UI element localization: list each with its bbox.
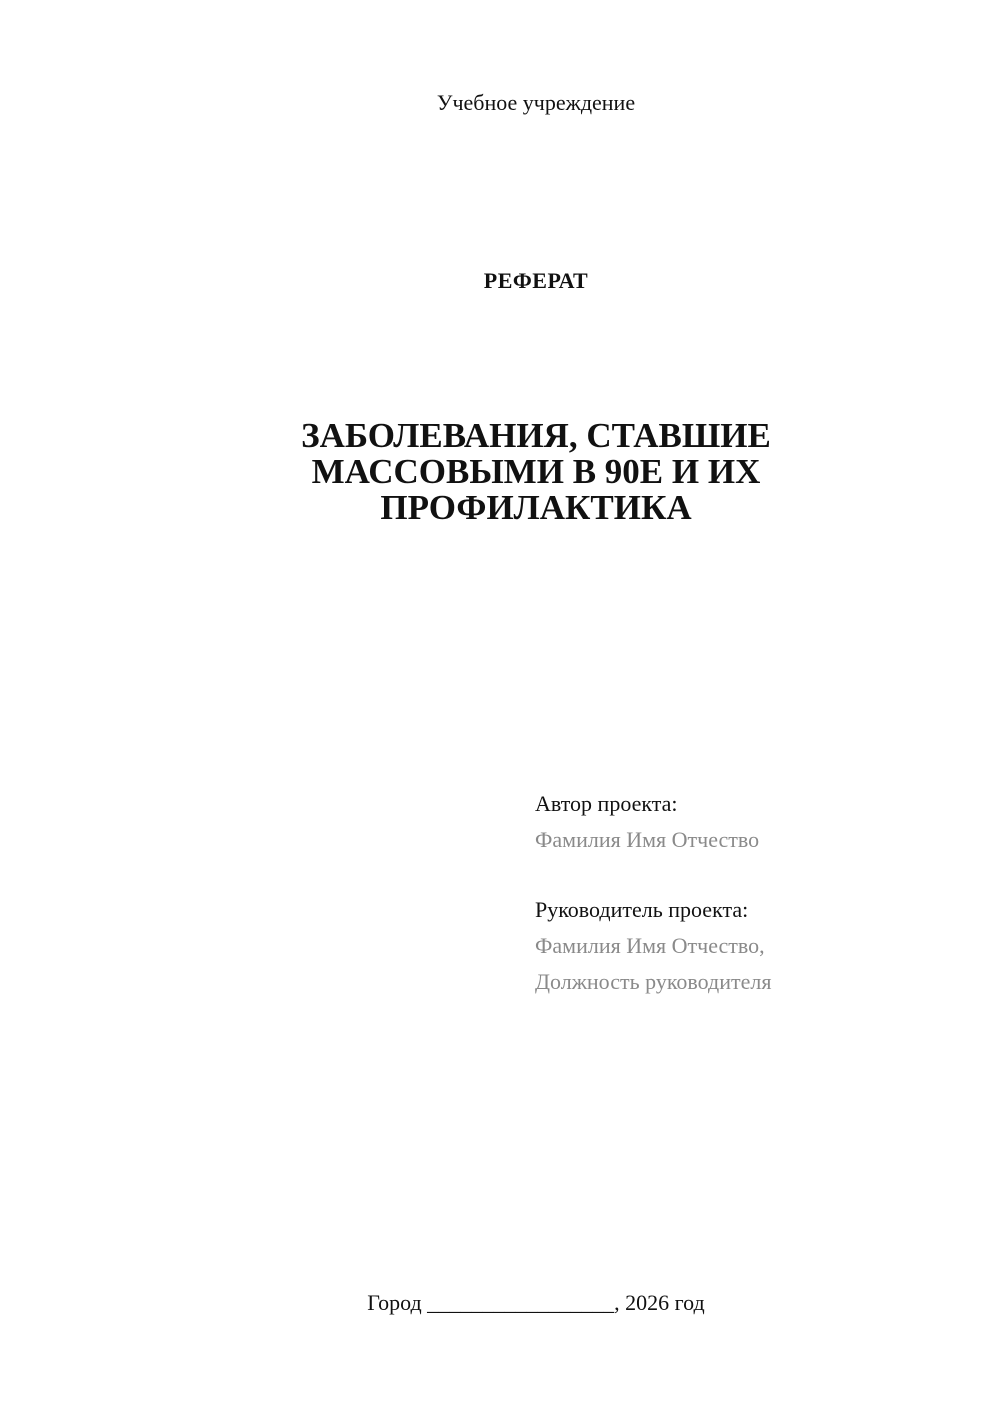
institution-name: Учебное учреждение [436, 90, 636, 115]
city-year-line: Город _________________, 2026 год [367, 1290, 705, 1315]
supervisor-position: Должность руководителя [535, 969, 772, 994]
title-line-2: МАССОВЫМИ В 90Е И ИХ [311, 452, 761, 491]
supervisor-label: Руководитель проекта: [535, 897, 749, 922]
title-line-3: ПРОФИЛАКТИКА [380, 488, 692, 527]
credits-spacer [535, 858, 975, 892]
author-name: Фамилия Имя Отчество [535, 827, 760, 852]
supervisor-name: Фамилия Имя Отчество, [535, 933, 765, 958]
author-label: Автор проекта: [535, 791, 678, 816]
title-line-1: ЗАБОЛЕВАНИЯ, СТАВШИЕ [301, 416, 771, 455]
document-title [250, 418, 822, 526]
document-type: РЕФЕРАТ [483, 268, 589, 293]
credits-block [535, 786, 975, 1000]
